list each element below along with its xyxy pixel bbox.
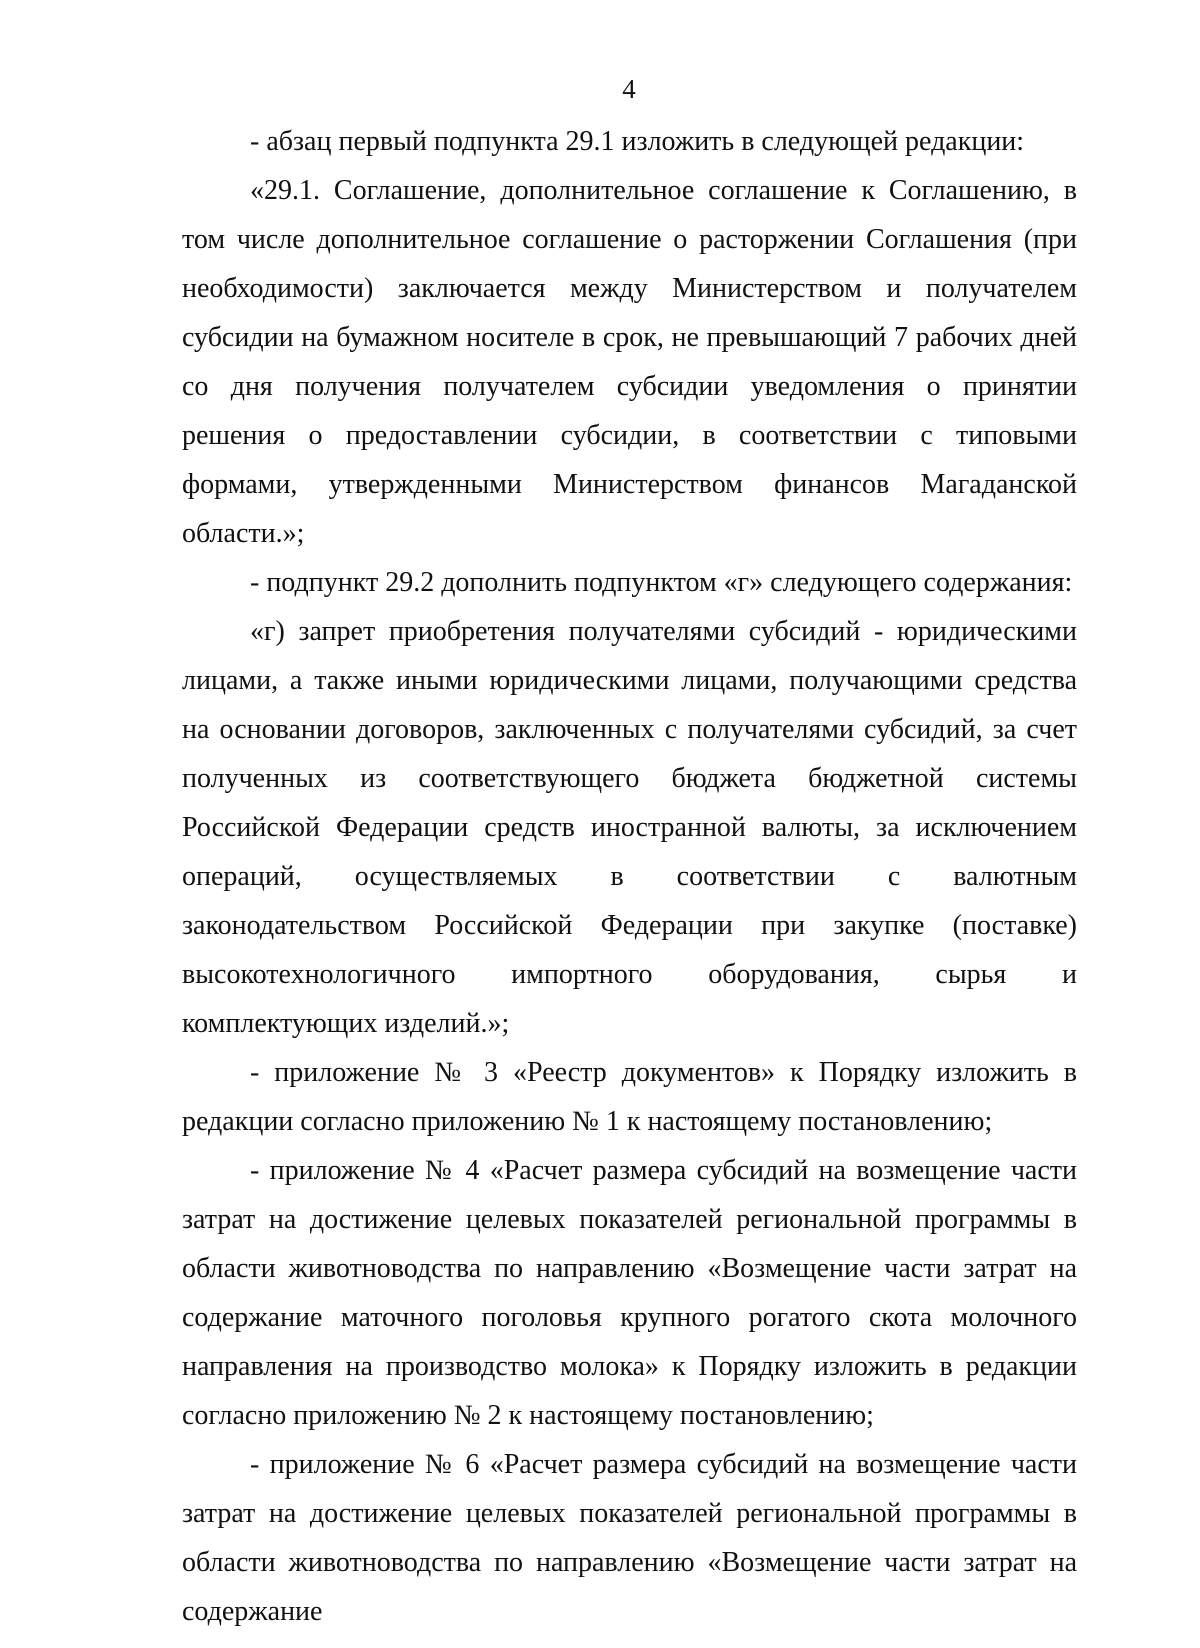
page-number: 4 [622,74,636,104]
paragraph-appendix-3: - приложение № 3 «Реестр документов» к Порядку изложить в редакции согласно приложению № 1 к настоящему постановлению; [182,1057,1077,1137]
paragraph-29-2-g-text: «г) запрет приобретения получателями субсидий - юридическими лицами, а также иными юридическими лицами, получающими средства на основании договоров, заключенных с получателями субсидий, за счет полученных из соответствующего бюджета бюджетной системы Российской Федерации средств иностранной валюты, за исключением операций, осуществляемых в соответствии с валютным законодательством Российской Федерации при закупке (поставке) высокотехнологичного импортного оборудования, сырья и комплектующих изделий.»; [182,616,1077,1039]
paragraph-amend-29-2-intro: - подпункт 29.2 дополнить подпунктом «г» следующего содержания: [250,567,1073,598]
document-body [182,117,1077,1636]
paragraph-appendix-6: - приложение № 6 «Расчет размера субсидий на возмещение части затрат на достижение целевых показателей региональной программы в области животноводства по направлению «Возмещение части затрат на содержание [182,1449,1077,1627]
paragraph-amend-29-1-intro: - абзац первый подпункта 29.1 изложить в следующей редакции: [250,126,1025,157]
paragraph-29-1-text: «29.1. Соглашение, дополнительное соглашение к Соглашению, в том числе дополнительное соглашение о расторжении Соглашения (при необходимости) заключается между Министерством и получателем субсидии на бумажном носителе в срок, не превышающий 7 рабочих дней со дня получения получателем субсидии уведомления о принятии решения о предоставлении субсидии, в соответствии с типовыми формами, утвержденными Министерством финансов Магаданской области.»; [182,175,1077,549]
paragraph-appendix-4: - приложение № 4 «Расчет размера субсидий на возмещение части затрат на достижение целевых показателей региональной программы в области животноводства по направлению «Возмещение части затрат на содержание маточного поголовья крупного рогатого скота молочного направления на производство молока» к Порядку изложить в редакции согласно приложению № 2 к настоящему постановлению; [182,1155,1077,1431]
